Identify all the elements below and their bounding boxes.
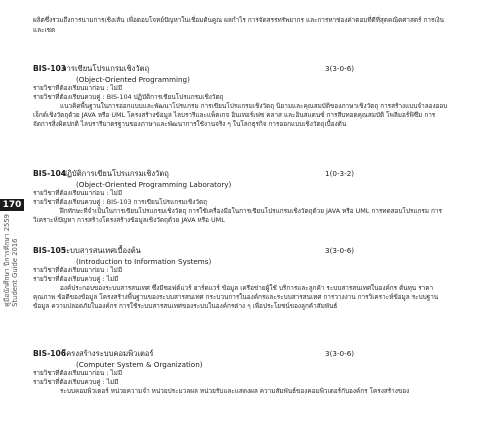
course-description: ฝึกทักษะที่จำเป็นในการเขียนโปรแกรมเชิงวัตถุ การใช้เครื่องมือในการเขียนโปรแกรมเชิงวัตถุด้วย JAVA หรือ UML การทดสอบโปรแกรม การวิเคราะห์ปัญหา การสร้างโครงสร้างข้อมูลเชิงวัตถุด้วย JAVA หรือ UML — [33, 207, 442, 225]
course-credits: 3(3-0-6) — [325, 246, 355, 255]
course-thai-name: ระบบสารสนเทศเบื้องต้น — [62, 246, 141, 255]
prerequisite-before: รายวิชาที่ต้องเรียนมาก่อน : ไม่มี — [33, 189, 123, 198]
course-thai-name: โครงสร้างระบบคอมพิวเตอร์ — [62, 349, 154, 358]
course-entry — [33, 350, 453, 396]
course-english-name: (Object-Oriented Programming Laboratory) — [76, 180, 232, 189]
course-code: BIS-104 — [33, 169, 67, 178]
prerequisite-together: รายวิชาที่ต้องเรียนควบคู่ : ไม่มี — [33, 378, 119, 387]
course-description: องค์ประกอบของระบบสารสนเทศ ซึ่งมีซอฟต์แวร์ ฮาร์ดแวร์ ข้อมูล เครือข่ายผู้ใช้ บริการและลูกค้า ระบบสารสนเทศในองค์กร ต้นทุน ราคา คุณภาพ ข้อดีของข้อมูล โครงสร้างพื้นฐานของระบบสารสนเทศ กระบวนการในองค์กรและระบบสารสนเทศ การวางงาน การวิเคราะห์ข้อมูล ระบบฐานข้อมูล ความปลอดภัยในองค์กร การใช้ระบบสารสนเทศของระบบในองค์กรต่าง ๆ เพื่อประโยชน์ของลูกค้าสัมพันธ์ — [33, 284, 439, 311]
student-guide-english: Student Guide 2016 — [11, 238, 19, 307]
course-credits: 1(0-3-2) — [325, 169, 355, 178]
course-entry — [33, 65, 453, 130]
prerequisite-before: รายวิชาที่ต้องเรียนมาก่อน : ไม่มี — [33, 369, 123, 378]
course-entry — [33, 247, 453, 312]
course-thai-name: ปฏิบัติการเขียนโปรแกรมเชิงวัตถุ — [62, 169, 169, 178]
prerequisite-together: รายวิชาที่ต้องเรียนควบคู่ : BIS-103 การเขียนโปรแกรมเชิงวัตถุ — [33, 198, 207, 207]
course-description: ระบบคอมพิวเตอร์ หน่วยความจำ หน่วยประมวลผล หน่วยรับและแสดงผล ความสัมพันธ์ของคอมพิวเตอร์กับองค์กร โครงสร้างของ — [60, 387, 410, 395]
page-number: 170 — [0, 199, 24, 211]
page-sidebar — [0, 199, 24, 307]
course-english-name: (Introduction to Information Systems) — [76, 257, 212, 266]
prerequisite-together: รายวิชาที่ต้องเรียนควบคู่ : BIS-104 ปฏิบัติการเขียนโปรแกรมเชิงวัตถุ — [33, 93, 224, 102]
course-credits: 3(3-0-6) — [325, 64, 355, 73]
course-english-name: (Object-Oriented Programming) — [76, 75, 190, 84]
course-credits: 3(3-0-6) — [325, 349, 355, 358]
course-code: BIS-103 — [33, 64, 67, 73]
course-description: แนวคิดพื้นฐานในการออกแบบและพัฒนาโปรแกรม การเขียนโปรแกรมเชิงวัตถุ นิยามและคุณสมบัติของภาษาเชิงวัตถุ การสร้างแบบจำลองออบเจ็กต์เชิงวัตถุด้วย JAVA หรือ UML โครงสร้างข้อมูล ไลบรารีและแพ็คเกจ อินเทอร์เฟซ คลาส และอินสแตนซ์ การสืบทอดคุณสมบัติ โพลีมอร์ฟิซึม การจัดการสิ่งผิดปกติ ไลบรารีมาตรฐานของภาษาและพัฒนาการใช้งานจริง ๆ ในโลกธุรกิจ การออกแบบเชิงวัตถุเบื้องต้น — [33, 102, 448, 129]
course-code: BIS-106 — [33, 349, 67, 358]
student-guide-label — [3, 214, 19, 307]
prerequisite-before: รายวิชาที่ต้องเรียนมาก่อน : ไม่มี — [33, 84, 123, 93]
course-english-name: (Computer System & Organization) — [76, 360, 203, 369]
course-entry — [33, 170, 453, 225]
course-code: BIS-105 — [33, 246, 67, 255]
prerequisite-before: รายวิชาที่ต้องเรียนมาก่อน : ไม่มี — [33, 266, 123, 275]
course-thai-name: การเขียนโปรแกรมเชิงวัตถุ — [62, 64, 150, 73]
intro-paragraph: ผลิตซึ่งรวมถึงการนามการเชิงเส้น เพื่อตอบโจทย์ปัญหาในเชื่อมต้นคูณ ผลกำไร การจัดสรรทรัพยากร และการหาช่องค่าตอบที่ดีที่สุดคณิตศาสตร์ การเงิน และเชต — [33, 16, 445, 34]
prerequisite-together: รายวิชาที่ต้องเรียนควบคู่ : ไม่มี — [33, 275, 119, 284]
student-guide-thai: คู่มือนักศึกษา ปีการศึกษา 2559 — [3, 214, 11, 307]
